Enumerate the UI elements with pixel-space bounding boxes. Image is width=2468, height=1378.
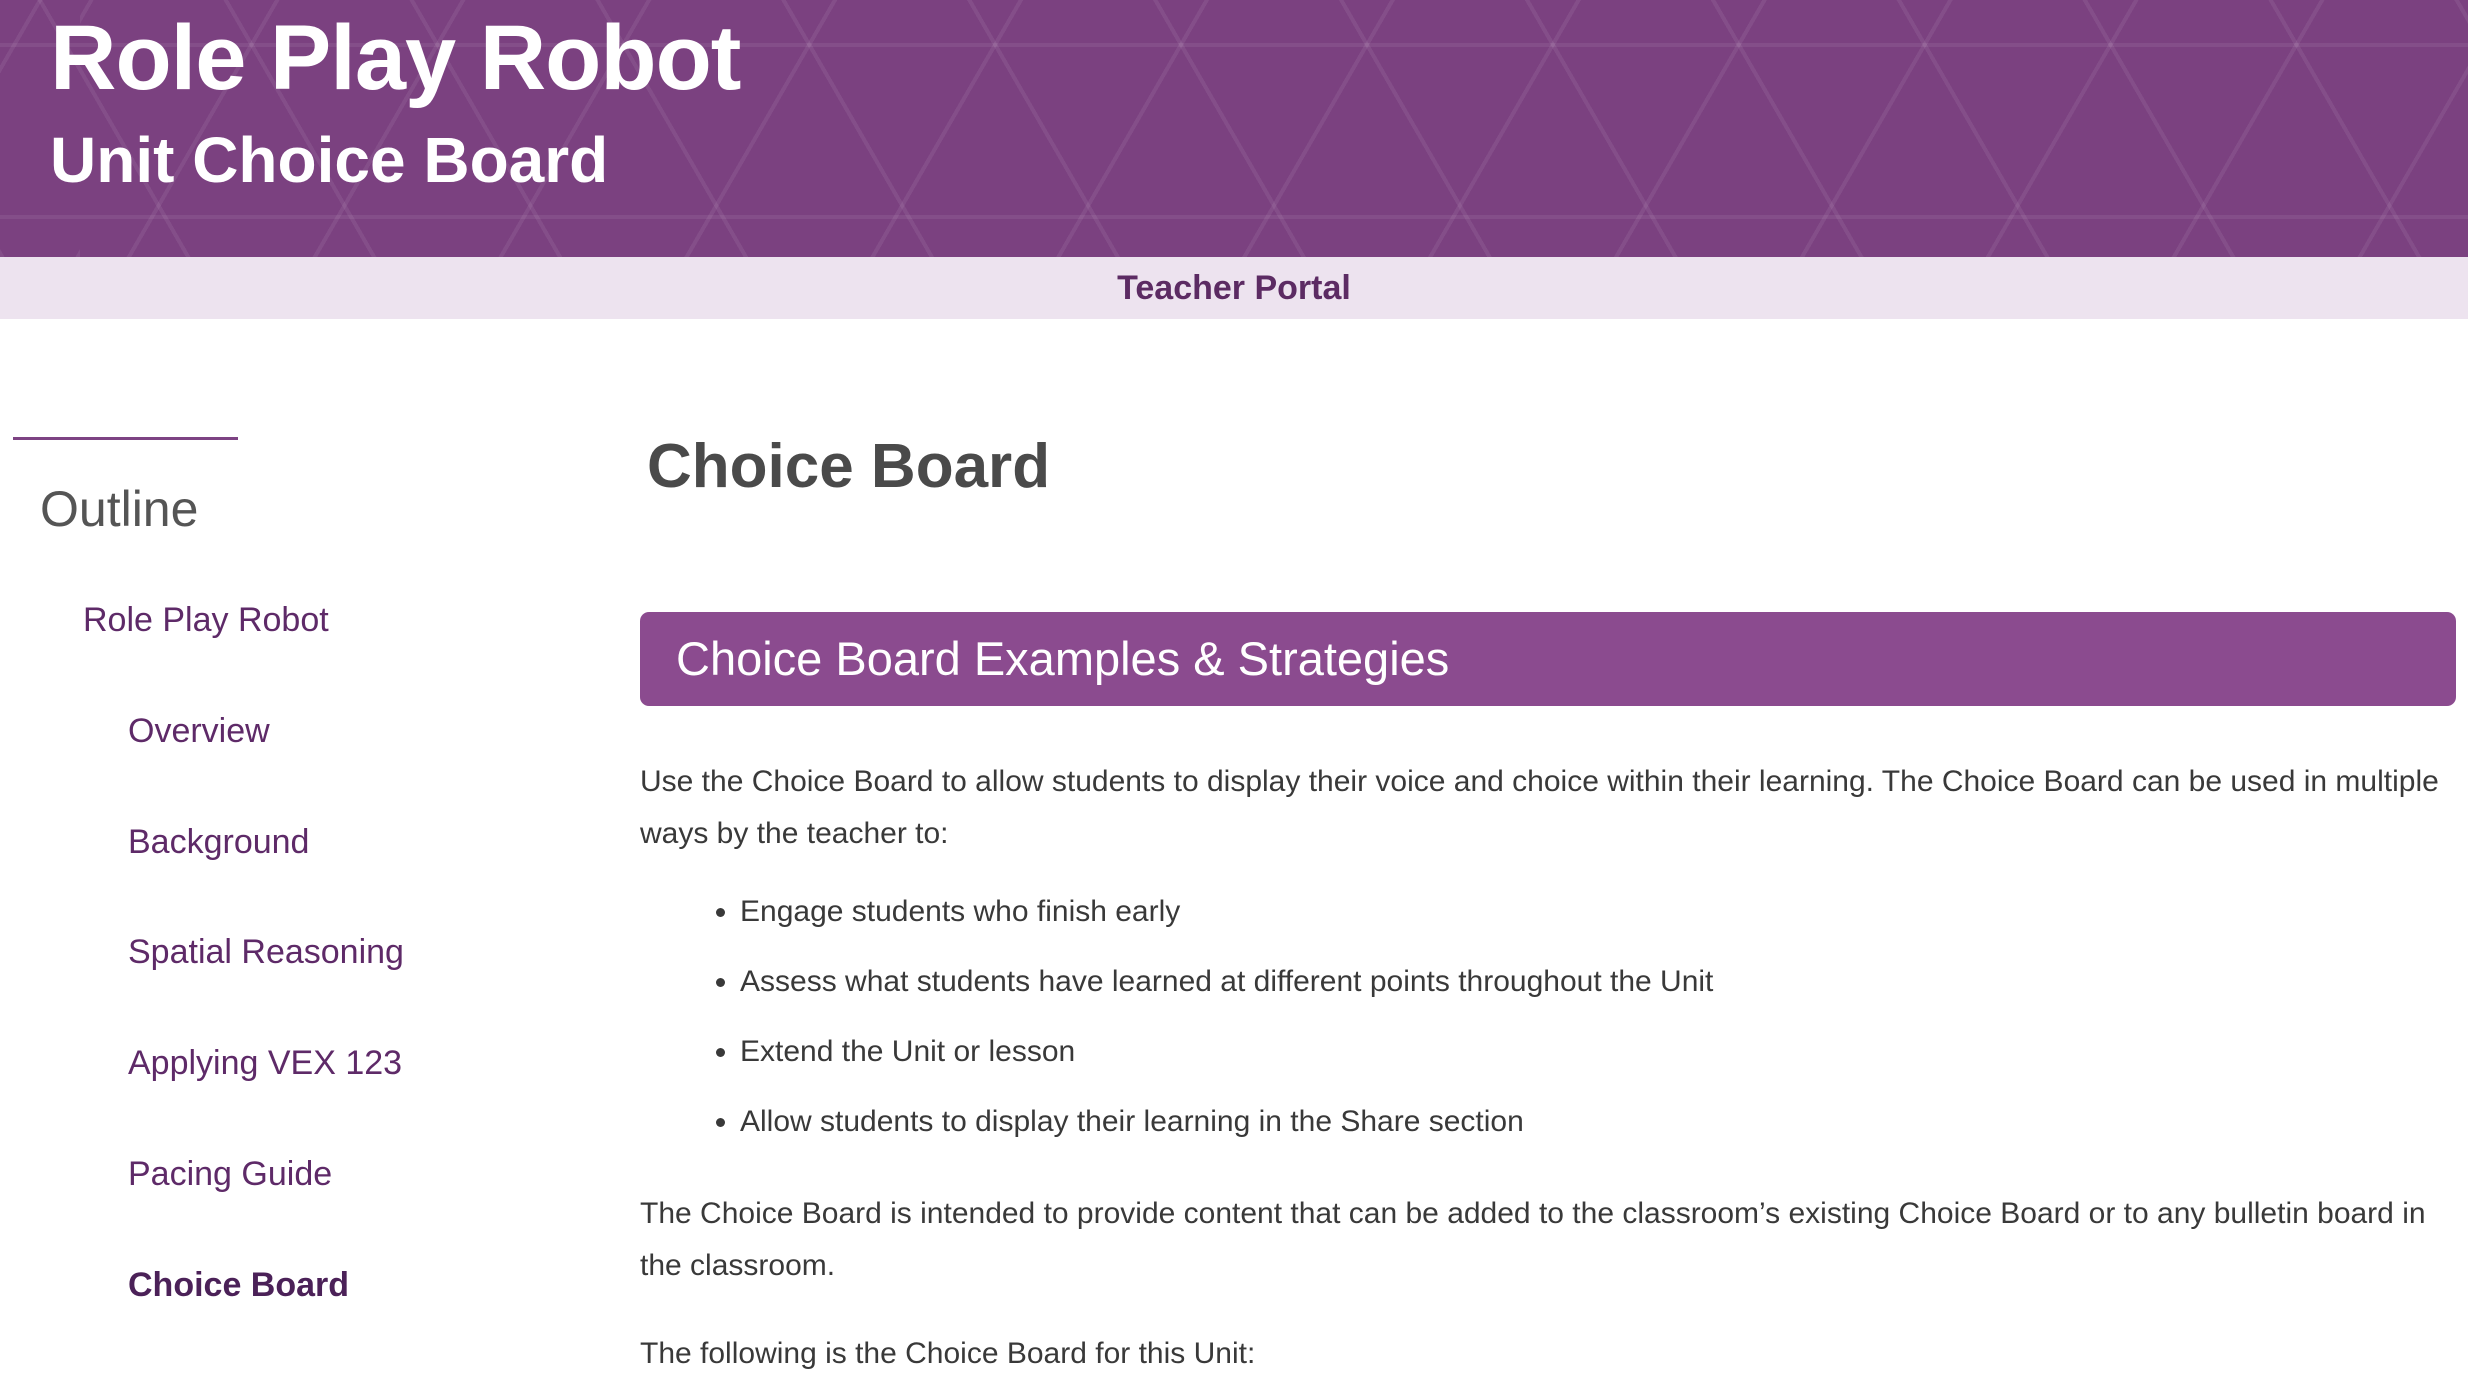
bullet-engage: • Engage students who finish early [740, 886, 2456, 938]
outline-nav [13, 600, 640, 1306]
sidebar-item-overview [128, 711, 640, 752]
sidebar-divider [13, 437, 238, 440]
bullet-extend: • Extend the Unit or lesson [740, 1026, 2456, 1078]
unit-title: Role Play Robot [50, 7, 741, 109]
unit-subtitle: Unit Choice Board [50, 124, 609, 197]
sidebar-link-spatial-reasoning[interactable]: Spatial Reasoning [128, 933, 404, 972]
sidebar-item-background [128, 822, 640, 863]
sidebar-item-pacing-guide [128, 1154, 640, 1195]
sidebar-item-applying-vex-123 [128, 1043, 640, 1084]
teacher-portal-label: Teacher Portal [1117, 268, 1351, 307]
sidebar-link-applying-vex-123[interactable]: Applying VEX 123 [128, 1044, 403, 1083]
main-content [640, 319, 2468, 1378]
sidebar-link-background[interactable]: Background [128, 822, 310, 861]
sidebar-link-role-play-robot[interactable]: Role Play Robot [83, 601, 329, 639]
usage-bullet-list [640, 886, 2456, 1148]
sidebar-link-choice-board[interactable]: Choice Board [128, 1265, 350, 1304]
section-header-label: Choice Board Examples & Strategies [676, 632, 1450, 685]
bullet-share: • Allow students to display their learning in the Share section [740, 1096, 2456, 1148]
following-paragraph: The following is the Choice Board for this Unit: [640, 1337, 1256, 1371]
outline-sidebar [0, 319, 640, 1376]
content-area [0, 319, 2468, 1378]
teacher-portal-bar[interactable] [0, 257, 2468, 319]
intent-paragraph: The Choice Board is intended to provide content that can be added to the classroom’s existing Choice Board or to any bulletin board in the classroom. [640, 1197, 2426, 1283]
outline-heading: Outline [40, 481, 199, 537]
sidebar-item-role-play-robot [83, 600, 640, 641]
outline-list [13, 600, 640, 1306]
sidebar-link-overview[interactable]: Overview [128, 711, 270, 750]
sidebar-item-choice-board [128, 1265, 640, 1306]
page-header [0, 0, 2468, 257]
sidebar-link-pacing-guide[interactable]: Pacing Guide [128, 1154, 333, 1193]
sidebar-item-spatial-reasoning [128, 932, 640, 973]
intro-paragraph: Use the Choice Board to allow students to display their voice and choice within their learning. The Choice Board can be used in multiple ways by the teacher to: [640, 765, 2439, 851]
bullet-assess: • Assess what students have learned at different points throughout the Unit [740, 956, 2456, 1008]
page-title: Choice Board [647, 432, 1051, 501]
section-header-banner [640, 612, 2456, 706]
